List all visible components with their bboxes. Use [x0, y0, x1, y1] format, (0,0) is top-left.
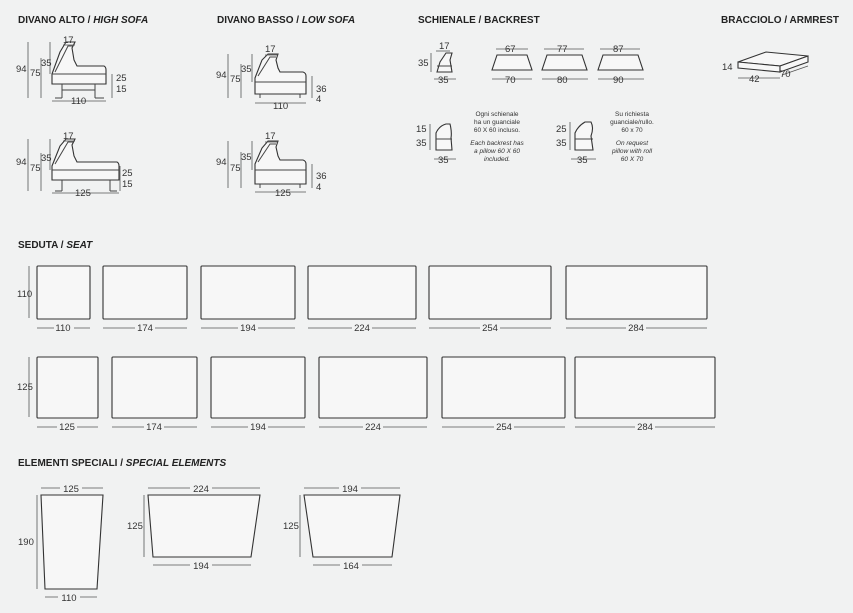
seat-row-2-width-1: 125: [59, 422, 75, 433]
low-sofa-bottom-seat-height: 75: [230, 163, 241, 174]
seat-module-254: [429, 266, 551, 319]
high-sofa-bottom-total-height: 94: [16, 157, 27, 168]
low-sofa-bottom-base: 4: [316, 182, 322, 193]
seat-module-284: [566, 266, 707, 319]
high-sofa-bottom-drawing: [16, 131, 133, 199]
backrest-side-top: 17: [439, 41, 450, 52]
low-sofa-top-base: 4: [316, 94, 322, 105]
seat-row-2-width-5: 254: [496, 422, 512, 433]
seat-row-1-width-2: 174: [137, 323, 153, 334]
seat-module-254b: [442, 357, 565, 418]
seat-row-2-width-4: 224: [365, 422, 381, 433]
high-sofa-top-drawing: [16, 35, 127, 107]
high-sofa-top-cushion: 25: [116, 73, 127, 84]
backrest-piece-2-top: 77: [557, 44, 568, 55]
special-element-a: [18, 483, 103, 604]
backrest-pillow-a: [416, 111, 524, 166]
low-sofa-bottom-cushion: 36: [316, 171, 327, 182]
backrest-pillow-b: [556, 111, 654, 166]
high-sofa-top-total-height: 94: [16, 64, 27, 75]
seat-title-it: SEDUTA /: [18, 240, 64, 251]
low-sofa-top-drawing: [216, 44, 327, 112]
seat-row-1: [17, 266, 707, 334]
high-sofa-bottom-back: 17: [63, 131, 74, 142]
backrest-side-drawing: [418, 41, 456, 86]
high-sofa-bottom-seat-height: 75: [30, 163, 41, 174]
backrest-piece-2-bottom: 80: [557, 75, 568, 86]
seat-row-1-width-4: 224: [354, 323, 370, 334]
backrest-pillow-a-h1: 15: [416, 124, 427, 135]
backrest-side-height: 35: [418, 58, 429, 69]
armrest-drawing: [722, 52, 808, 85]
low-sofa-top-cushion: 36: [316, 84, 327, 95]
seat-row-2-width-3: 194: [250, 422, 266, 433]
low-sofa-bottom-arm-height: 35: [241, 152, 252, 163]
backrest-side-depth: 35: [438, 75, 449, 86]
seat-row-1-width-6: 284: [628, 323, 644, 334]
pillow-a-note-en-1: Each backrest has: [470, 140, 524, 147]
special-b-bottom: 194: [193, 561, 209, 572]
pillow-a-note-en-2: a pillow 60 X 60: [474, 148, 520, 155]
seat-row-2: [17, 357, 715, 433]
backrest-piece-3: [598, 44, 644, 86]
seat-module-125: [37, 357, 98, 418]
low-sofa-bottom-back: 17: [265, 131, 276, 142]
pillow-b-note-it-1: Su richiesta: [615, 111, 649, 118]
low-sofa-title-en: LOW SOFA: [301, 15, 356, 26]
pillow-a-note-it-1: Ogni schienale: [475, 111, 519, 118]
low-sofa-top-seat-height: 75: [230, 74, 241, 85]
backrest-piece-1: [492, 44, 532, 86]
high-sofa-title-en: HIGH SOFA: [93, 15, 149, 26]
low-sofa-bottom-drawing: [216, 131, 327, 199]
armrest-title: BRACCIOLO / ARMREST: [721, 15, 839, 26]
high-sofa-bottom-width: 125: [75, 188, 91, 199]
low-sofa-bottom-total-height: 94: [216, 157, 227, 168]
seat-module-224: [308, 266, 416, 319]
special-b-top: 224: [193, 484, 209, 495]
pillow-b-note-en-1: On request: [615, 140, 649, 147]
seat-module-284b: [575, 357, 715, 418]
seat-row-1-width-5: 254: [482, 323, 498, 334]
high-sofa-top-width: 110: [71, 96, 87, 107]
special-a-top: 125: [63, 484, 79, 495]
seat-row-1-width-3: 194: [240, 323, 256, 334]
seat-module-174b: [112, 357, 197, 418]
seat-row-2-depth: 125: [17, 382, 33, 393]
high-sofa-title-it: DIVANO ALTO /: [18, 15, 91, 26]
low-sofa-top-back: 17: [265, 44, 276, 55]
special-element-c: [283, 483, 400, 572]
pillow-b-note-en-3: 60 X 70: [620, 156, 644, 163]
low-sofa-top-width: 110: [273, 101, 289, 112]
low-sofa-top-arm-height: 35: [241, 64, 252, 75]
high-sofa-bottom-base: 15: [122, 179, 133, 190]
pillow-a-note-it-3: 60 X 60 incluso.: [473, 127, 521, 134]
low-sofa-title-it: DIVANO BASSO /: [217, 15, 300, 26]
backrest-title: SCHIENALE / BACKREST: [418, 15, 540, 26]
special-c-top: 194: [342, 484, 358, 495]
special-a-bottom: 110: [61, 593, 77, 604]
seat-title-en: SEAT: [66, 240, 93, 251]
armrest-length: 42: [749, 74, 760, 85]
pillow-b-note-it-2: guanciale/rullo.: [610, 119, 654, 126]
pillow-a-note-en-3: included.: [483, 156, 511, 163]
armrest-height: 14: [722, 62, 733, 73]
high-sofa-top-back: 17: [63, 35, 74, 46]
seat-row-2-width-2: 174: [146, 422, 162, 433]
high-sofa-top-base: 15: [116, 84, 127, 95]
special-title-en: SPECIAL ELEMENTS: [125, 458, 227, 469]
backrest-piece-3-bottom: 90: [613, 75, 624, 86]
pillow-b-note-en-2: pillow with roll: [611, 148, 653, 155]
seat-module-110: [37, 266, 90, 319]
backrest-pillow-b-depth: 35: [577, 155, 588, 166]
backrest-pillow-a-depth: 35: [438, 155, 449, 166]
low-sofa-bottom-width: 125: [275, 188, 291, 199]
armrest-depth: 70: [780, 69, 791, 80]
seat-row-2-width-6: 284: [637, 422, 653, 433]
seat-module-194: [201, 266, 295, 319]
special-title-it: ELEMENTI SPECIALI /: [18, 458, 124, 469]
high-sofa-top-arm-height: 35: [41, 58, 52, 69]
pillow-b-note-it-3: 60 x 70: [621, 127, 643, 134]
high-sofa-top-seat-height: 75: [30, 68, 41, 79]
high-sofa-bottom-arm-height: 35: [41, 153, 52, 164]
pillow-a-note-it-2: ha un guanciale: [474, 119, 520, 126]
backrest-piece-3-top: 87: [613, 44, 624, 55]
backrest-pillow-b-h1: 25: [556, 124, 567, 135]
low-sofa-top-total-height: 94: [216, 70, 227, 81]
seat-row-1-depth: 110: [17, 289, 33, 300]
backrest-piece-1-bottom: 70: [505, 75, 516, 86]
special-c-bottom: 164: [343, 561, 359, 572]
backrest-piece-2: [542, 44, 588, 86]
special-c-height: 125: [283, 521, 299, 532]
special-element-b: [127, 483, 260, 572]
seat-module-194b: [211, 357, 305, 418]
backrest-piece-1-top: 67: [505, 44, 516, 55]
seat-module-224b: [319, 357, 427, 418]
backrest-pillow-b-h2: 35: [556, 138, 567, 149]
high-sofa-bottom-cushion: 25: [122, 168, 133, 179]
special-b-height: 125: [127, 521, 143, 532]
seat-row-1-width-1: 110: [55, 323, 71, 334]
backrest-pillow-a-h2: 35: [416, 138, 427, 149]
special-a-height: 190: [18, 537, 34, 548]
seat-module-174: [103, 266, 187, 319]
